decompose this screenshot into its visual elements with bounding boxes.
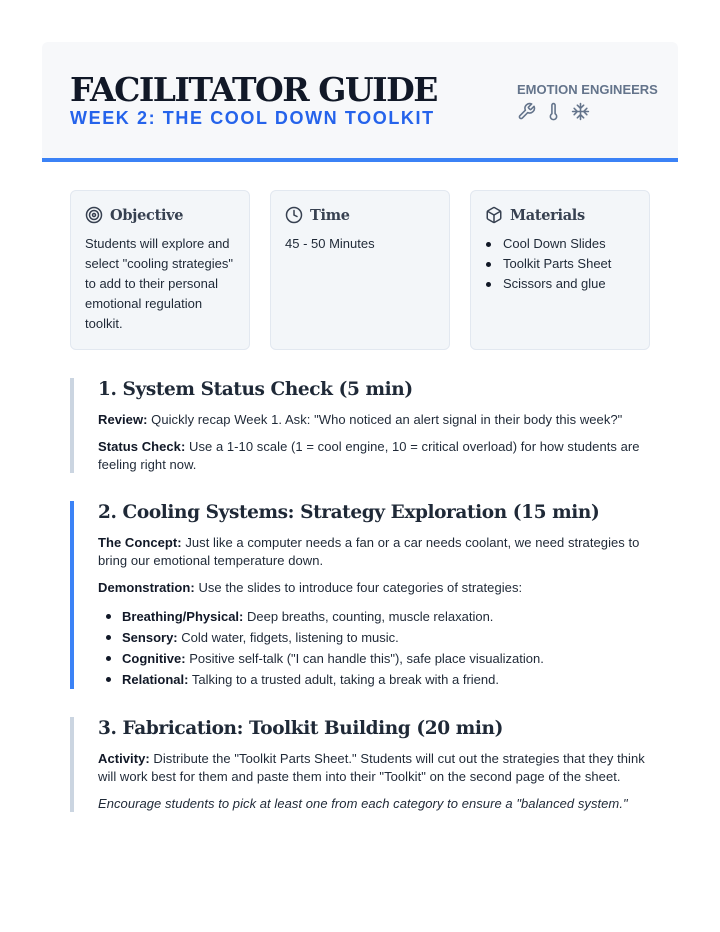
snowflake-icon: [571, 102, 590, 121]
item-text: Deep breaths, counting, muscle relaxation.: [247, 609, 494, 624]
paragraph: [98, 411, 650, 429]
brand-icons: [517, 102, 590, 122]
page-header: [42, 42, 678, 162]
section-status-check: [70, 378, 650, 473]
paragraph-label: Status Check:: [98, 439, 186, 454]
wrench-icon: [517, 102, 536, 121]
objective-card: [70, 190, 250, 350]
thermometer-icon: [544, 102, 563, 121]
time-text: 45 - 50 Minutes: [285, 236, 375, 251]
brand-name: EMOTION ENGINEERS: [517, 82, 658, 97]
list-item: Scissors and glue: [485, 274, 639, 294]
item-label: Relational:: [122, 672, 189, 687]
paragraph: [98, 534, 650, 570]
paragraph: [98, 438, 650, 474]
item-text: Positive self-talk ("I can handle this"), safe place visualization.: [189, 651, 544, 666]
section-title: 2. Cooling Systems: Strategy Exploration (15 min): [98, 502, 600, 523]
paragraph-text: Use the slides to introduce four categories of strategies:: [198, 580, 523, 595]
list-item: [98, 606, 650, 627]
list-item: [98, 648, 650, 669]
encouragement-note: Encourage students to pick at least one from each category to ensure a "balanced system.": [98, 796, 628, 811]
time-card: [270, 190, 450, 350]
paragraph: [98, 579, 650, 597]
objective-text: Students will explore and select "cooling strategies" to add to their personal emotional regulation toolkit.: [85, 236, 233, 331]
paragraph-text: Just like a computer needs a fan or a car needs coolant, we need strategies to bring our emotional temperature down.: [98, 535, 640, 568]
page-title: FACILITATOR GUIDE: [70, 70, 437, 109]
section-fabrication: [70, 717, 650, 812]
objective-title: Objective: [110, 206, 184, 224]
item-text: Talking to a trusted adult, taking a break with a friend.: [191, 672, 499, 687]
paragraph-label: Review:: [98, 412, 148, 427]
section-title: 1. System Status Check (5 min): [98, 379, 413, 400]
time-title: Time: [310, 206, 350, 224]
materials-card: [470, 190, 650, 350]
item-label: Breathing/Physical:: [122, 609, 244, 624]
item-label: Cognitive:: [122, 651, 186, 666]
paragraph-text: Quickly recap Week 1. Ask: "Who noticed an alert signal in their body this week?": [151, 412, 623, 427]
list-item: [98, 669, 650, 690]
paragraph-text: Use a 1-10 scale (1 = cool engine, 10 = critical overload) for how students are feeling right now.: [98, 439, 640, 472]
paragraph-label: Demonstration:: [98, 580, 195, 595]
strategy-list: [98, 606, 650, 690]
paragraph-text: Distribute the "Toolkit Parts Sheet." Students will cut out the strategies that they think will work best for them and paste them into their "Toolkit" on the second page of the sheet.: [98, 751, 645, 784]
target-icon: [85, 206, 103, 224]
section-title: 3. Fabrication: Toolkit Building (20 min): [98, 718, 503, 739]
list-item: Cool Down Slides: [485, 234, 639, 254]
list-item: Toolkit Parts Sheet: [485, 254, 639, 274]
list-item: [98, 627, 650, 648]
paragraph-label: The Concept:: [98, 535, 182, 550]
item-label: Sensory:: [122, 630, 178, 645]
paragraph: [98, 750, 650, 786]
item-text: Cold water, fidgets, listening to music.: [181, 630, 399, 645]
section-cooling-systems: [70, 501, 650, 689]
box-icon: [485, 206, 503, 224]
paragraph-label: Activity:: [98, 751, 150, 766]
materials-title: Materials: [510, 206, 585, 224]
clock-icon: [285, 206, 303, 224]
page-subtitle: WEEK 2: THE COOL DOWN TOOLKIT: [70, 108, 435, 128]
materials-list: [485, 234, 639, 294]
